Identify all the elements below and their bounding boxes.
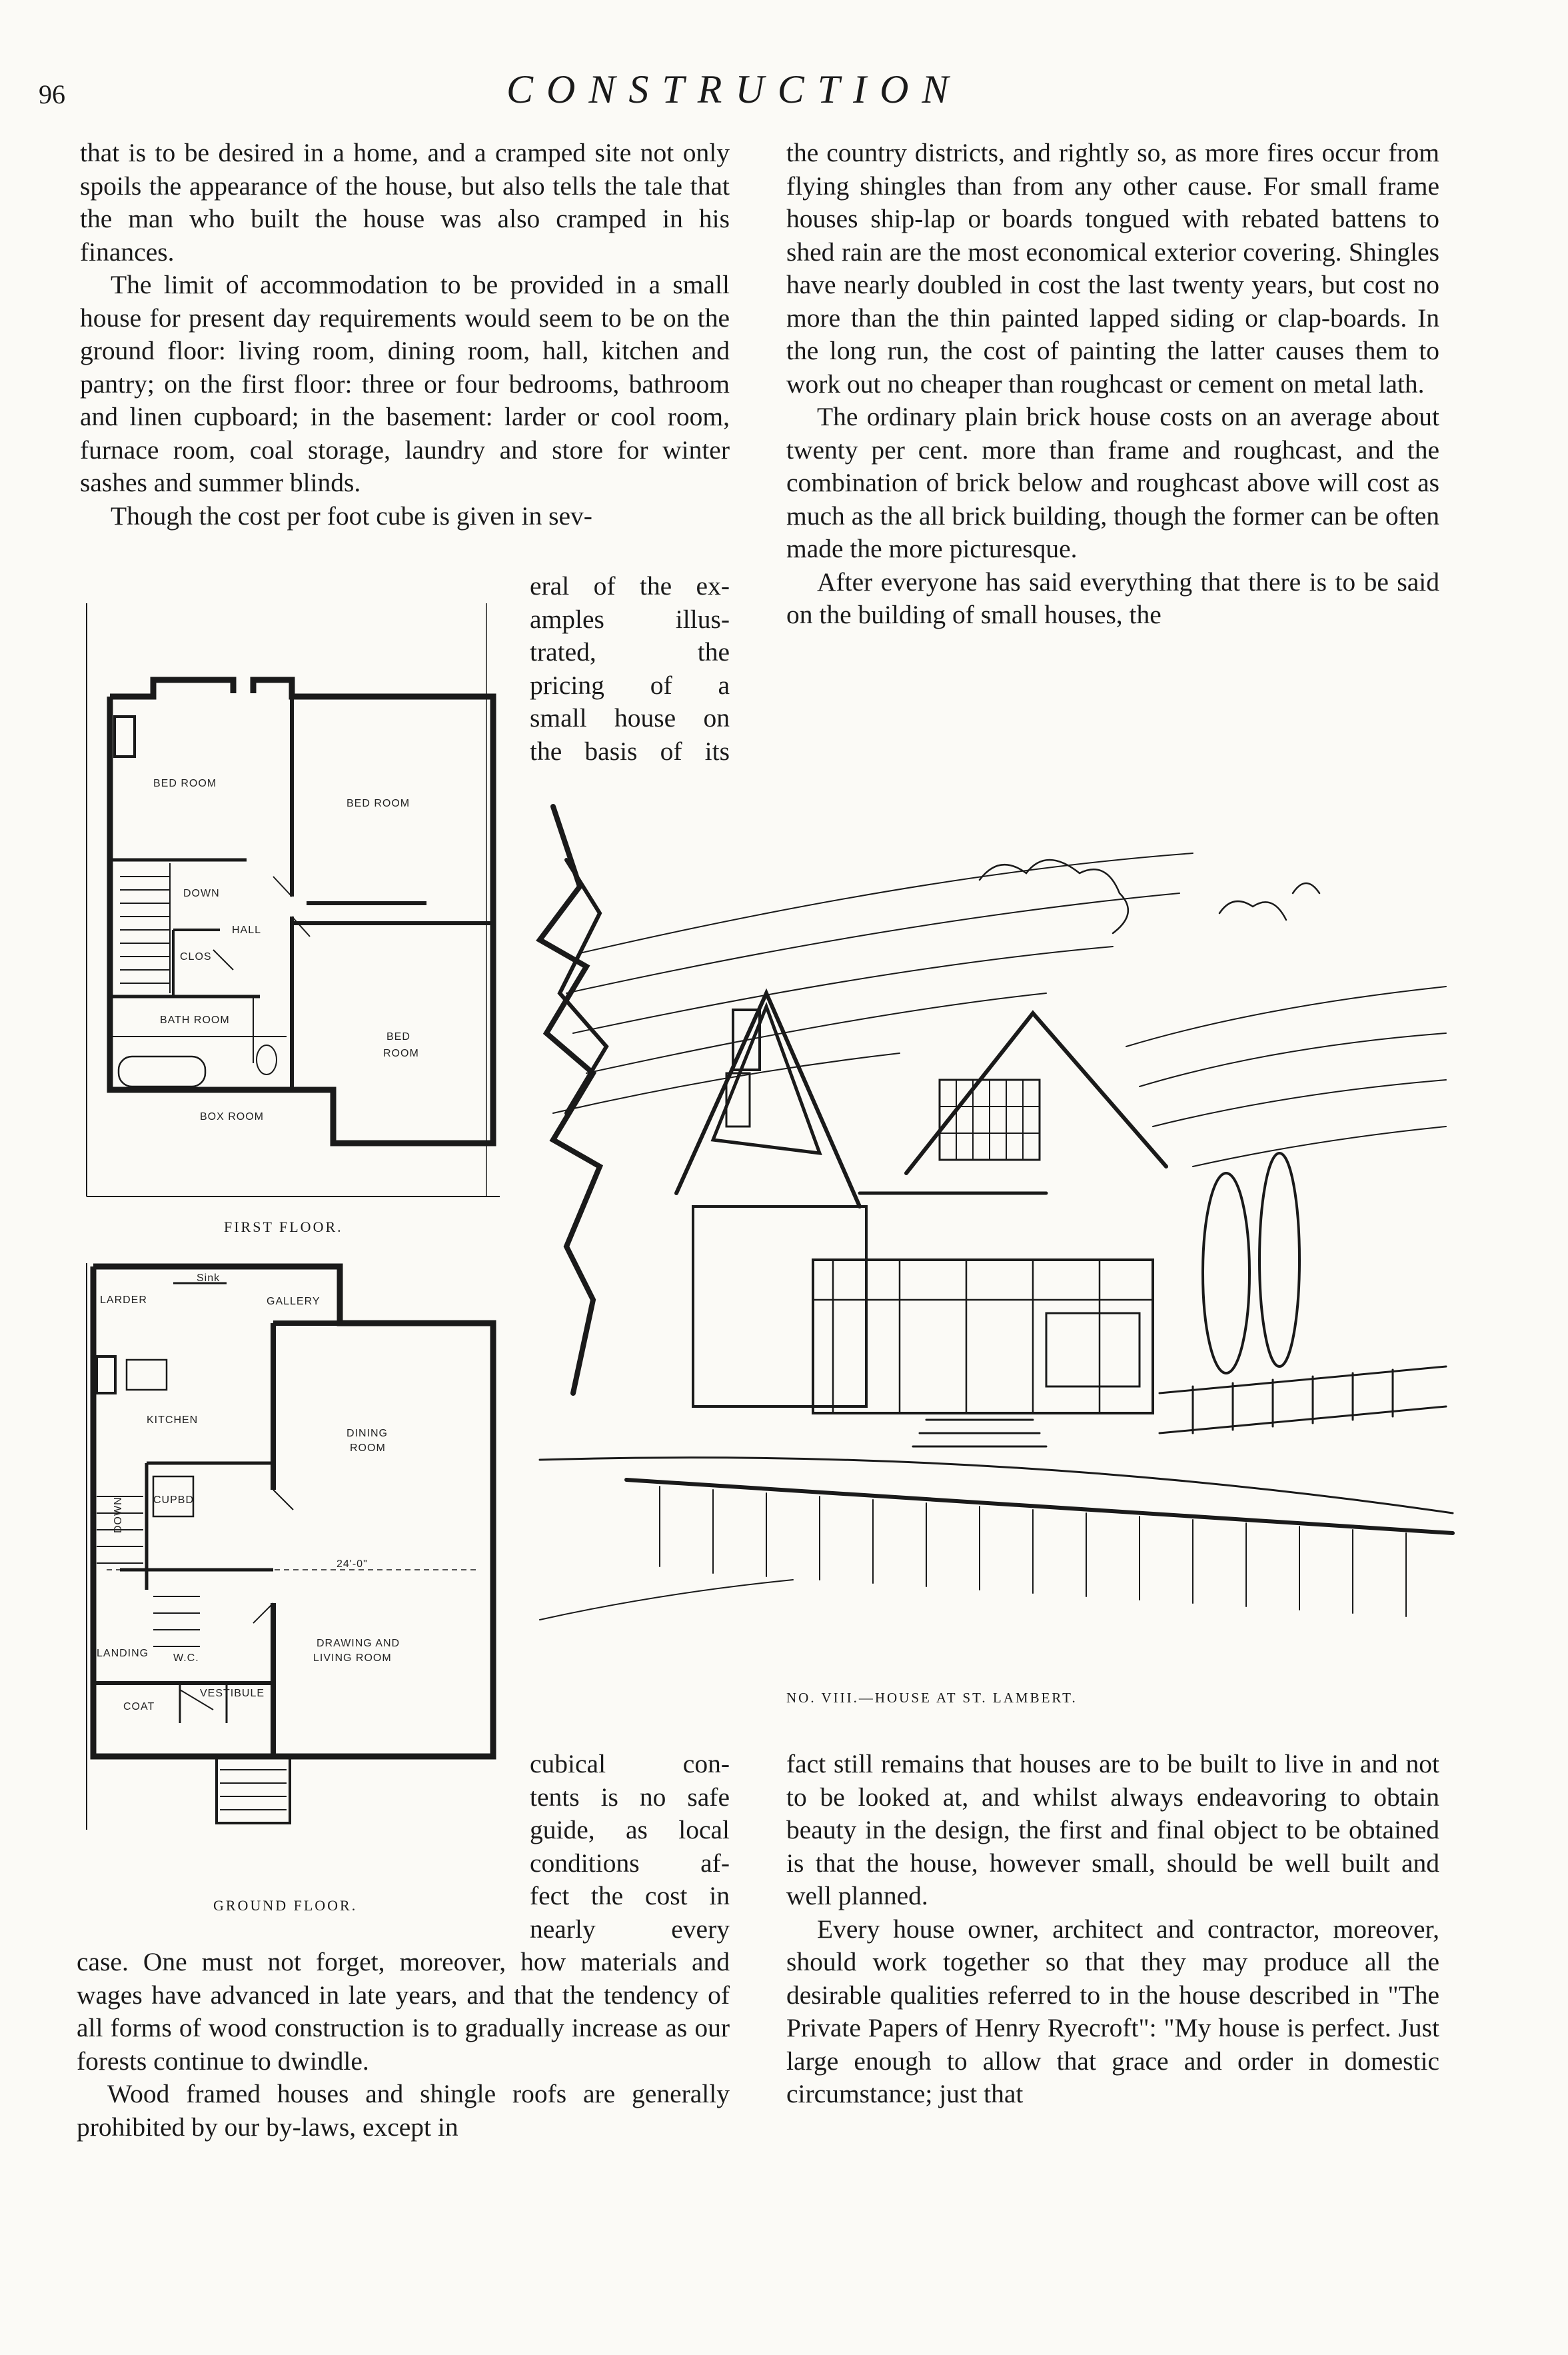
plan-label: HALL: [232, 925, 262, 936]
paragraph: Wood framed houses and shingle roofs are generally prohibited by our by-laws, except in: [77, 2079, 730, 2142]
plan-label: LIVING ROOM: [313, 1652, 392, 1664]
left-wrap-top: [530, 570, 730, 768]
house-caption: NO. VIII.—HOUSE AT ST. LAMBERT.: [786, 1690, 1078, 1706]
wrap-line: conditions af-: [530, 1848, 730, 1878]
plan-label: COAT: [123, 1701, 155, 1712]
ground-floor-caption: GROUND FLOOR.: [213, 1897, 358, 1914]
page-number: 96: [39, 79, 65, 109]
wrap-line: amples illus-: [530, 604, 730, 634]
first-floor-caption: FIRST FLOOR.: [224, 1218, 343, 1235]
right-column-top: [786, 137, 1439, 632]
paragraph: Every house owner, architect and contractor, moreover, should work together so that they may produce all the desirable qualities referred to in the house described in "The Private Papers of Henry Ryecroft": "My house is perfect. Just large enough to allow that grace and order in domestic circumstance; just that: [786, 1914, 1439, 2108]
plan-label: Sink: [197, 1272, 221, 1284]
house-sketch-illustration: [526, 793, 1459, 1673]
wrap-line: tents is no safe: [530, 1782, 730, 1812]
left-column-top: [80, 137, 730, 533]
plan-label: KITCHEN: [147, 1414, 199, 1426]
plan-label: DRAWING AND: [317, 1638, 400, 1649]
running-head: CONSTRUCTION: [506, 67, 962, 111]
plan-label: DOWN: [113, 1496, 124, 1533]
wrap-line: guide, as local: [530, 1815, 730, 1844]
plan-label: BOX ROOM: [200, 1111, 265, 1123]
wrap-line: eral of the ex-: [530, 571, 730, 601]
paragraph: Though the cost per foot cube is given in sev-: [111, 501, 592, 531]
plan-label: CLOS: [180, 951, 212, 963]
plan-label: 24'-0": [337, 1558, 368, 1570]
wrap-line: small house on: [530, 703, 730, 733]
plan-label: CUPBD: [153, 1494, 195, 1506]
left-column-bottom: [77, 1946, 730, 2144]
wrap-line: trated, the: [530, 637, 730, 667]
plan-label: BED ROOM: [153, 778, 217, 789]
plan-label: LANDING: [97, 1648, 149, 1659]
paragraph: case. One must not forget, moreover, how materials and wages have advanced in late years, and that the tendency of all forms of wood construction is to gradually increase as our forests continue to dwindle.: [77, 1947, 730, 2076]
plan-label: BATH ROOM: [160, 1015, 230, 1026]
wrap-line: pricing of a: [530, 670, 730, 700]
ground-floor-plan: [80, 1256, 513, 1870]
plan-label: ROOM: [350, 1442, 386, 1454]
wrap-line: cubical con-: [530, 1749, 730, 1778]
paragraph: the country districts, and rightly so, as more fires occur from flying shingles than from any other cause. For small frame houses ship-lap or boards tongued with rebated battens to shed rain are the most economical exterior covering. Shingles have nearly doubled in cost the last twenty years, but cost no more than the thin painted lapped siding or clap-boards. In the long run, the cost of painting the latter causes them to work out no cheaper than roughcast or cement on metal lath.: [786, 138, 1439, 399]
plan-label: ROOM: [383, 1048, 419, 1059]
paragraph: The limit of accommodation to be provided in a small house for present day requirements would seem to be on the ground floor: living room, dining room, hall, kitchen and pantry; on the first floor: three or four bedrooms, bathroom and linen cupboard; in the basement: larder or cool room, furnace room, coal storage, laundry and store for winter sashes and summer blinds.: [80, 270, 730, 497]
first-floor-plan: [80, 597, 506, 1210]
wrap-line: fect the cost in: [530, 1881, 730, 1910]
plan-label: VESTIBULE: [200, 1688, 265, 1699]
plan-label: BED ROOM: [347, 798, 410, 809]
plan-label: W.C.: [173, 1652, 199, 1664]
wrap-line: nearly every: [530, 1914, 730, 1944]
plan-label: BED: [387, 1031, 410, 1043]
plan-label: DOWN: [183, 888, 220, 899]
paragraph: fact still remains that houses are to be built to live in and not to be looked at, and whilst always endeavoring to obtain beauty in the design, the first and final object to be obtained is that the house, however small, should be well built and well planned.: [786, 1749, 1439, 1910]
paragraph: After everyone has said everything that there is to be said on the building of small houses, the: [786, 567, 1439, 629]
plan-label: DINING: [347, 1428, 388, 1439]
plan-label: LARDER: [100, 1294, 147, 1306]
right-column-bottom: [786, 1748, 1439, 2111]
left-wrap-bottom: [530, 1748, 730, 1946]
paragraph: that is to be desired in a home, and a cramped site not only spoils the appearance of the house, but also tells the tale that the man who built the house was also cramped in his finances.: [80, 138, 730, 267]
plan-label: GALLERY: [267, 1296, 321, 1307]
wrap-line: the basis of its: [530, 736, 730, 766]
paragraph: The ordinary plain brick house costs on an average about twenty per cent. more than frame and roughcast, and the combination of brick below and roughcast above will cost as much as the all brick building, though the former can be often made the more picturesque.: [786, 402, 1439, 563]
